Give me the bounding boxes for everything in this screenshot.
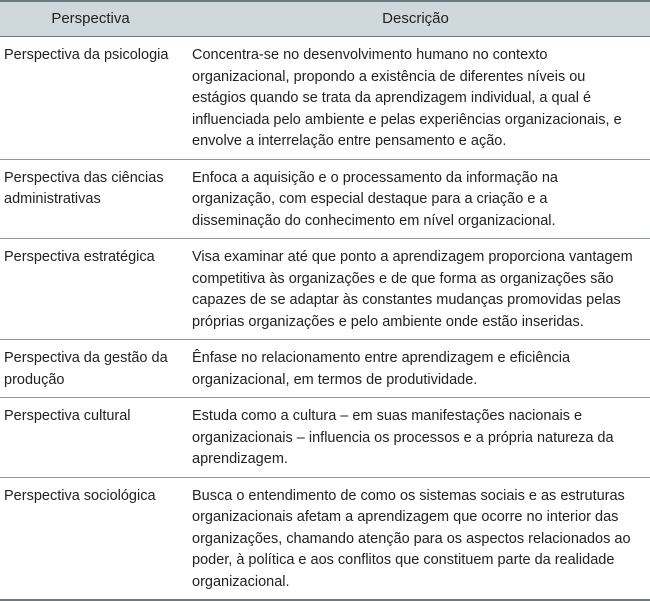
header-descricao: Descrição [181,1,650,37]
perspective-description: Ênfase no relacionamento entre aprendizagem e eficiência organizacional, em termos de produtividade. [181,340,650,398]
table-row [0,159,650,239]
perspective-name: Perspectiva cultural [0,398,181,478]
table-row [0,37,650,160]
perspective-description: Busca o entendimento de como os sistemas sociais e as estruturas organizacionais afetam a aprendizagem que ocorre no interior das organizações, chamando atenção para os aspectos relacionados ao poder, à política e aos conflitos que constituem parte da realidade organizacional. [181,477,650,600]
perspective-description: Enfoca a aquisição e o processamento da informação na organização, com especial destaque para a criação e a disseminação do conhecimento em nível organizacional. [181,159,650,239]
table-row [0,239,650,340]
table-header [0,1,650,37]
table-row [0,477,650,600]
perspective-name: Perspectiva das ciências administrativas [0,159,181,239]
perspective-name: Perspectiva estratégica [0,239,181,340]
perspective-description: Estuda como a cultura – em suas manifestações nacionais e organizacionais – influencia os processos e a própria natureza da aprendizagem. [181,398,650,478]
header-perspectiva: Perspectiva [0,1,181,37]
perspective-name: Perspectiva da gestão da produção [0,340,181,398]
header-row [0,1,650,37]
perspective-description: Concentra-se no desenvolvimento humano no contexto organizacional, propondo a existência de diferentes níveis ou estágios quando se trata da aprendizagem individual, a qual é influenciada pelo ambiente e pelas experiências organizacionais, e envolve a interrelação entre pensamento e ação. [181,37,650,160]
perspective-name: Perspectiva da psicologia [0,37,181,160]
table-row [0,340,650,398]
table-body [0,37,650,601]
perspective-description: Visa examinar até que ponto a aprendizagem proporciona vantagem competitiva às organizações e de que forma as organizações são capazes de se adaptar às constantes mudanças promovidas pelas próprias organizações e pelo ambiente onde estão inseridas. [181,239,650,340]
perspective-name: Perspectiva sociológica [0,477,181,600]
table-row [0,398,650,478]
